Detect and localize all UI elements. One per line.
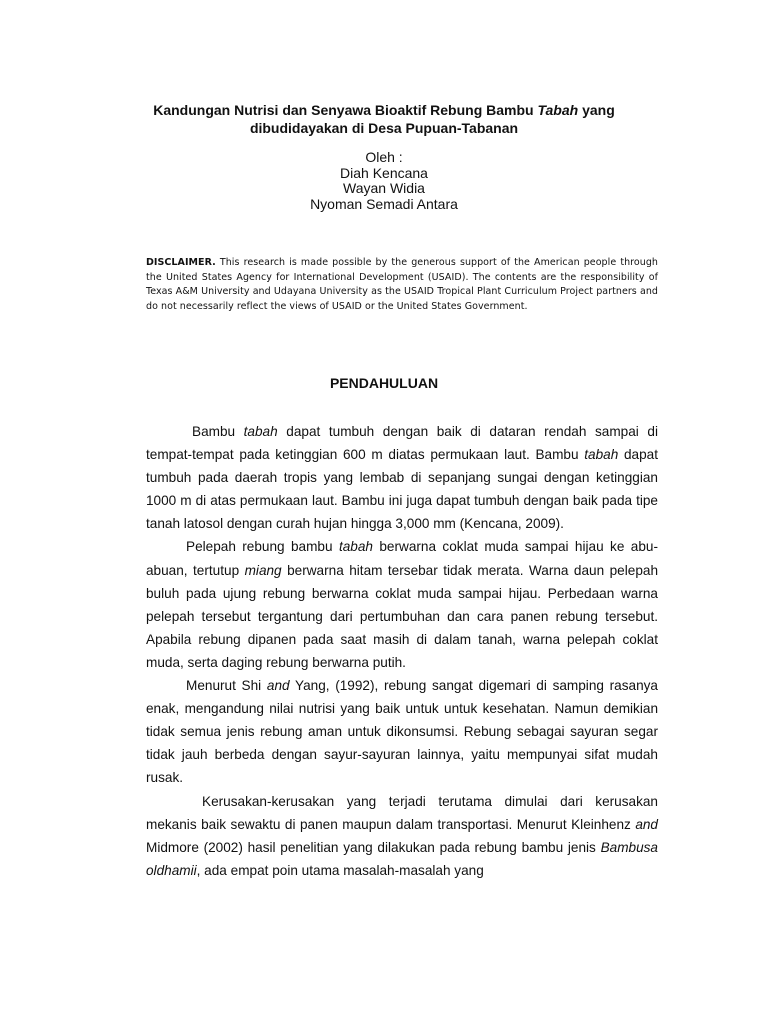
paragraph-text: , ada empat poin utama masalah-masalah yang (196, 862, 484, 878)
italic-term: miang (244, 562, 282, 578)
author-name: Wayan Widia (343, 180, 425, 196)
section-heading: PENDAHULUAN (329, 375, 439, 391)
disclaimer (146, 256, 658, 314)
paragraph-text: dapat tumbuh dengan baik di dataran rendah sampai di tempat-tempat pada ketinggian 600 m diatas permukaan laut. Bambu (146, 424, 658, 463)
body-text (146, 420, 658, 882)
italic-term: and (635, 816, 658, 832)
title-text-end: yang (578, 102, 615, 118)
paragraph (146, 674, 658, 789)
author-name: Nyoman Semadi Antara (310, 195, 458, 212)
italic-term: Bambusa oldhamii (146, 839, 658, 878)
paragraph-text: Midmore (2002) hasil penelitian yang dilakukan pada rebung bambu jenis (146, 839, 601, 855)
italic-term: tabah (243, 424, 278, 439)
italic-term: tabah (338, 539, 373, 555)
paragraph (146, 420, 658, 535)
italic-term: and (266, 678, 290, 694)
paragraph-text: Pelepah rebung bambu (186, 539, 339, 555)
paragraph-text: Bambu (192, 424, 244, 439)
author-block (184, 150, 584, 212)
paragraph-text: Menurut Shi (186, 678, 267, 694)
by-label: Oleh : (365, 149, 403, 165)
document-title (120, 101, 648, 137)
paragraph (146, 535, 658, 674)
paragraph-text: berwarna coklat muda sampai hijau ke abu-abuan, tertutup (146, 539, 658, 578)
paragraph-text: berwarna hitam tersebar tidak merata. Warna daun pelepah buluh pada ujung rebung berwarna coklat muda sampai hijau. Perbedaan warna pelepah tersebut tergantung dari pertumbuhan dan cara panen rebung tersebut. Apabila rebung dipanen pada saat masih di dalam tanah, warna pelepah coklat muda, serta daging rebung berwarna putih. (146, 562, 658, 670)
title-line-2: dibudidayakan di Desa Pupuan-Tabanan (249, 120, 519, 136)
disclaimer-label: DISCLAIMER. (146, 257, 216, 268)
disclaimer-text: This research is made possible by the generous support of the American people through the United States Agency for International Development (USAID). The contents are the responsibility of Texas A&M University and Udayana University as the USAID Tropical Plant Curriculum Project partners and do not necessarily reflect the views of USAID or the United States Government. (146, 257, 658, 312)
paragraph (146, 790, 658, 882)
title-text: Kandungan Nutrisi dan Senyawa Bioaktif Rebung Bambu (153, 102, 538, 118)
author-name: Diah Kencana (340, 164, 428, 181)
paragraph-text: Kerusakan-kerusakan yang terjadi terutama dimulai dari kerusakan mekanis baik sewaktu di panen maupun dalam transportasi. Menurut Kleinhenz (146, 793, 658, 832)
paragraph-text: dapat tumbuh pada daerah tropis yang lembab di sepanjang sungai dengan ketinggian 1000 m di atas permukaan laut. Bambu ini juga dapat tumbuh dengan baik pada tipe tanah latosol dengan curah hujan hingga 3,000 mm (Kencana, 2009). (146, 447, 659, 532)
paragraph-text: Yang, (1992), rebung sangat digemari di samping rasanya enak, mengandung nilai nutrisi yang baik untuk untuk kesehatan. Namun demikian tidak semua jenis rebung aman untuk dikonsumsi. Rebung sebagai sayuran segar tidak jauh berbeda dengan sayur-sayuran lainnya, yaitu mempunyai sifat mudah rusak. (146, 678, 658, 786)
italic-term: tabah (584, 447, 619, 463)
title-italic-text: Tabah (537, 102, 579, 118)
